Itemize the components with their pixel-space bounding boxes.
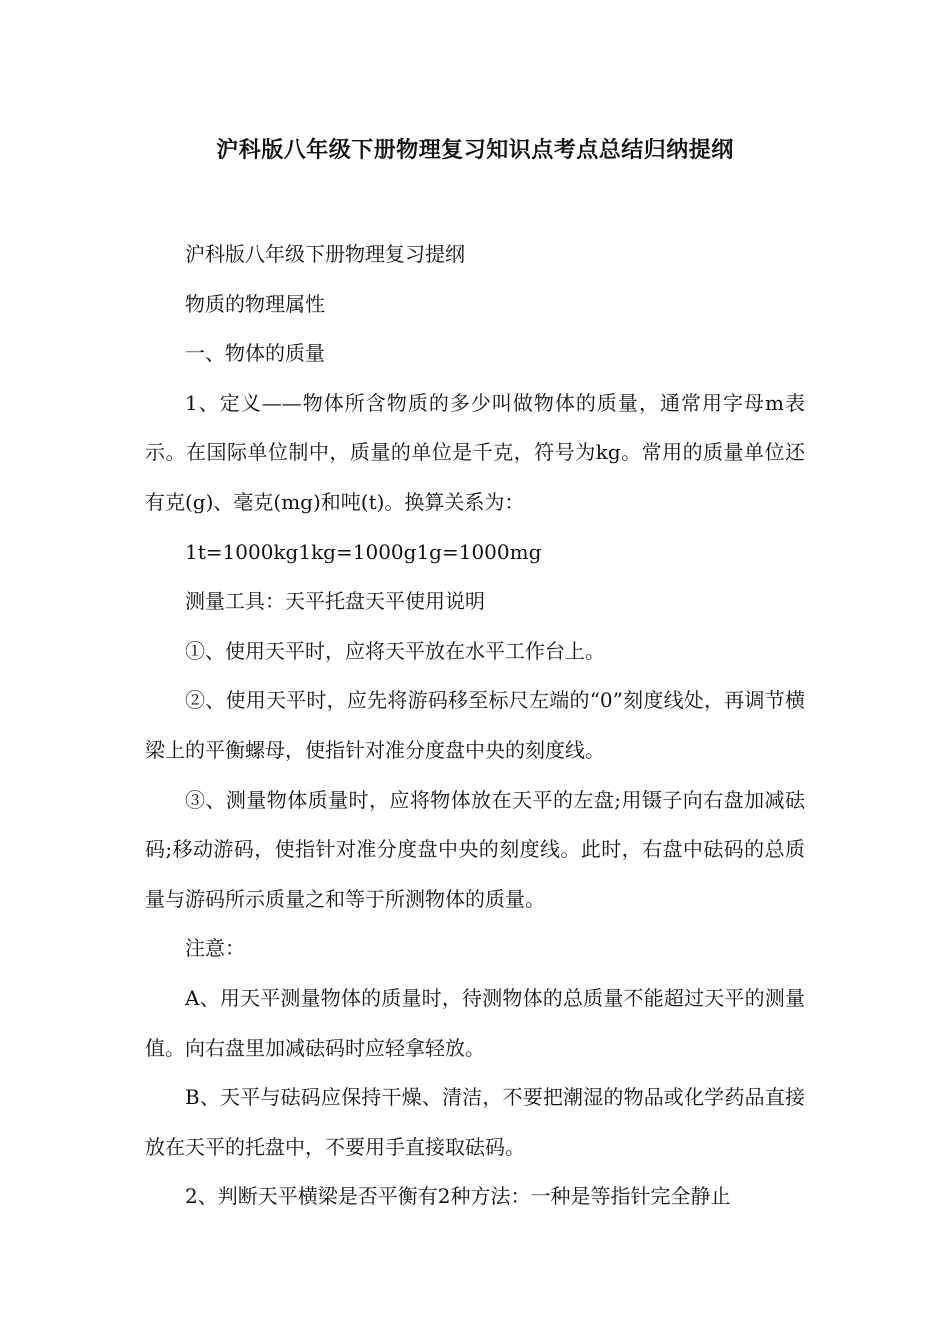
paragraph-note-a: A、用天平测量物体的质量时，待测物体的总质量不能超过天平的测量值。向右盘里加减砝码时应轻拿轻放。 [145, 985, 805, 1060]
paragraph-subtitle: 沪科版八年级下册物理复习提纲 [185, 242, 465, 266]
paragraph-tool: 测量工具：天平托盘天平使用说明 [185, 589, 485, 614]
document-body [145, 230, 805, 1222]
paragraph-step-3: ③、测量物体质量时，应将物体放在天平的左盘;用镊子向右盘加减砝码;移动游码，使指针对准分度盘中央的刻度线。此时，右盘中砝码的总质量与游码所示质量之和等于所测物体的质量。 [145, 787, 805, 911]
paragraph-section-heading: 物质的物理属性 [185, 291, 325, 316]
document-title: 沪科版八年级下册物理复习知识点考点总结归纳提纲 [216, 138, 734, 163]
paragraph-step-2: ②、使用天平时，应先将游码移至标尺左端的“0”刻度线处，再调节横梁上的平衡螺母，使指针对准分度盘中央的刻度线。 [145, 688, 805, 762]
paragraph-step-1: ①、使用天平时，应将天平放在水平工作台上。 [185, 638, 605, 663]
paragraph-note-heading: 注意： [185, 936, 245, 961]
paragraph-balance-methods: 2、判断天平横梁是否平衡有2种方法：一种是等指针完全静止 [185, 1184, 731, 1209]
paragraph-definition: 1、定义——物体所含物质的多少叫做物体的质量，通常用字母m表示。在国际单位制中，质量的单位是千克，符号为kg。常用的质量单位还有克(g)、毫克(mg)和吨(t)。换算关系为： [145, 390, 805, 514]
paragraph-heading-mass: 一、物体的质量 [185, 341, 325, 366]
paragraph-note-b: B、天平与砝码应保持干燥、清洁，不要把潮湿的物品或化学药品直接放在天平的托盘中，不要用手直接取砝码。 [145, 1085, 805, 1159]
paragraph-conversion: 1t=1000kg1kg=1000g1g=1000mg [185, 539, 542, 564]
